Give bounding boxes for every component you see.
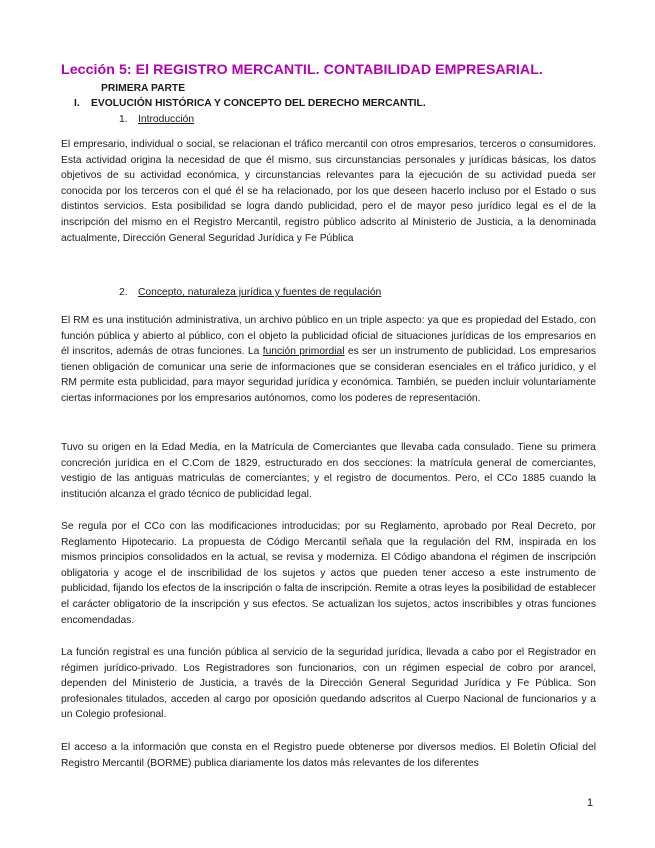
subsection-title: Introducción bbox=[138, 114, 195, 125]
paragraph-access: El acceso a la información que consta en el Registro puede obtenerse por diversos medios. El Boletín Oficial del Registro Mercantil (BORME) publica diariamente los datos más relevantes de los diferentes bbox=[61, 742, 596, 769]
paragraph-origin: Tuvo su origen en la Edad Media, en la Matrícula de Comerciantes que llevaba cada consulado. Tiene su primera concreción jurídica en el C.Com de 1829, estructurado en dos secciones: la matrícula general de comerciantes, vestigio de las antiguas matriculas de comerciantes; y el registro de documentos. Pero, el CCo 1885 cuando la institución alcanza el grado técnico de publicidad legal. bbox=[61, 442, 596, 500]
subsection-heading-concept bbox=[119, 287, 381, 298]
paragraph-introduction: El empresario, individual o social, se relacionan el tráfico mercantil con otros empresarios, terceros o consumidores. Esta actividad origina la necesidad de que él mismo, sus circunstancias personales y jurídicas básicas, los datos objetivos de su actividad económica, y circunstancias relevantes para la ejecución de su actividad pueda ser conocida por los terceros con el qué él se ha relacionado, por los que deseen hacerlo incluso por el Estado o sus distintos servicios. Esta posibilidad se logra dando publicidad, pero el de mayor peso jurídico legal es el de la inscripción del mismo en el Registro Mercantil, registro público adscrito al Ministerio de Justicia, a la denominada actualmente, Dirección General Seguridad Jurídica y Fe Pública bbox=[61, 139, 596, 244]
section-title: EVOLUCIÓN HISTÓRICA Y CONCEPTO DEL DERECHO MERCANTIL. bbox=[91, 98, 426, 109]
page-number: 1 bbox=[587, 797, 594, 809]
part-heading: PRIMERA PARTE bbox=[101, 83, 186, 94]
paragraph-text: es ser un instrumento de publicidad. Los empresarios tienen obligación de comunicar una serie de informaciones que se consideran esenciales en el tráfico jurídico, y el RM permite esta publicidad, para mayor seguridad jurídica y económica. También, se pueden incluir voluntariamente ciertas informaciones por los empresarios autónomos, como los poderes de representación. bbox=[61, 346, 596, 404]
subsection-number: 2. bbox=[119, 287, 128, 298]
subsection-title: Concepto, naturaleza jurídica y fuentes de regulación bbox=[138, 287, 382, 298]
section-heading bbox=[74, 98, 426, 109]
lesson-title: Lección 5: El REGISTRO MERCANTIL. CONTABILIDAD EMPRESARIAL. bbox=[61, 62, 543, 78]
subsection-number: 1. bbox=[119, 114, 128, 125]
paragraph-text: El RM es una institución administrativa, un archivo público en un triple aspecto: ya que es propiedad del Estado, con función pública y abierto al público, con el objeto la publicidad oficial de situaciones jurídicas de los empresarios en él inscritos, además de otras funciones. La bbox=[61, 315, 596, 358]
underlined-term: función primordial bbox=[262, 346, 345, 358]
paragraph-rm-definition bbox=[61, 313, 596, 407]
paragraph-registral-function: La función registral es una función pública al servicio de la seguridad jurídica, llevada a cabo por el Registrador en régimen jurídico-privado. Los Registradores son funcionarios, con un régimen especial de cobro por arancel, dependen del Ministerio de Justicia, a través de la Dirección General Seguridad Jurídica y Fe Pública. Son profesionales titulados, acceden al cargo por oposición quedando adscritos al Cuerpo Nacional de funcionarios y a un Colegio profesional. bbox=[61, 647, 596, 721]
section-number: I. bbox=[74, 98, 80, 109]
subsection-heading-intro bbox=[119, 114, 194, 125]
paragraph-regulation: Se regula por el CCo con las modificaciones introducidas; por su Reglamento, aprobado por Real Decreto, por Reglamento Hipotecario. La propuesta de Código Mercantil señala que la regulación del RM, inspirada en los mismos principios consolidados en la actual, se revisa y moderniza. El Código abandona el régimen de inscripción obligatoria y acoge el de inscribilidad de los sujetos y actos que pueden tener acceso a este instrumento de publicidad, fijando los efectos de la inscripción o falta de inscripción. Remite a otras leyes la posibilidad de establecer el carácter obligatorio de la inscripción y sus efectos. Se actualizan los sujetos, actos inscribibles y otras funciones encomendadas. bbox=[61, 521, 596, 626]
